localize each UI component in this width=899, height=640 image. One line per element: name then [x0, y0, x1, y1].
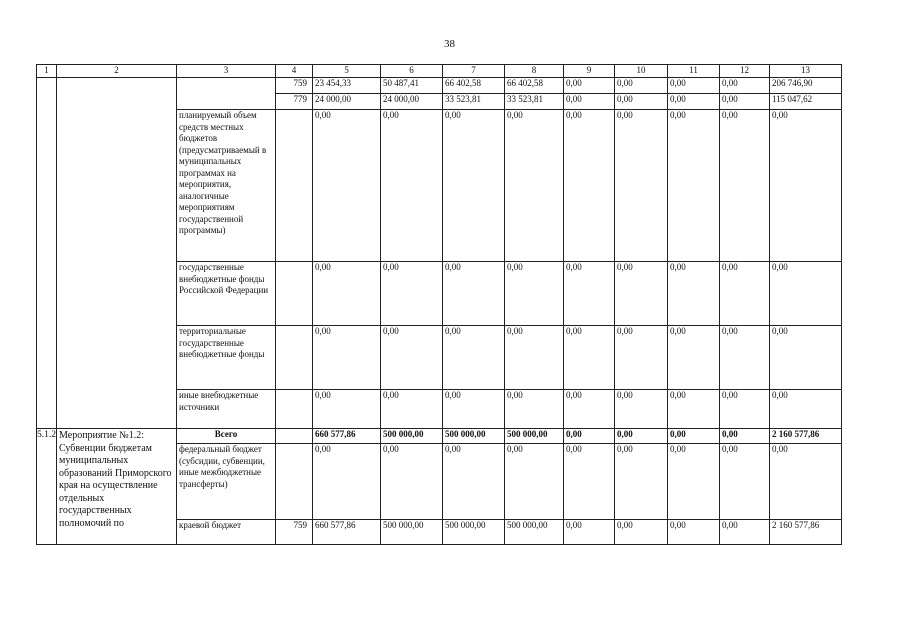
column-header: 1 [37, 65, 57, 78]
cell-value: 0,00 [313, 444, 381, 520]
cell-value: 0,00 [770, 326, 842, 390]
cell-value: 33 523,81 [505, 94, 564, 110]
cell-value: 0,00 [505, 390, 564, 429]
cell-value: 0,00 [770, 444, 842, 520]
column-header: 4 [276, 65, 313, 78]
cell-value: 0,00 [720, 110, 770, 262]
cell-value: 500 000,00 [505, 429, 564, 444]
measure-number: 5.1.2 [37, 429, 57, 545]
cell-code [276, 326, 313, 390]
cell-value: 2 160 577,86 [770, 520, 842, 545]
cell-value: 0,00 [615, 78, 668, 94]
measure-name: Мероприятие №1.2: Субвенции бюджетам муниципальных образований Приморского края на осуществление отдельных государственных полномочий по [57, 429, 177, 545]
cell-value: 0,00 [564, 262, 615, 326]
cell-value: 0,00 [770, 390, 842, 429]
cell-value: 0,00 [668, 262, 720, 326]
cell-value: 0,00 [313, 110, 381, 262]
cell-value: 0,00 [564, 444, 615, 520]
cell-value: 0,00 [668, 390, 720, 429]
column-header-row [37, 65, 842, 78]
cell-value: 0,00 [770, 262, 842, 326]
cell-value: 0,00 [381, 326, 443, 390]
cell-value: 0,00 [505, 110, 564, 262]
cell-value: 0,00 [668, 94, 720, 110]
cell-code [276, 262, 313, 326]
cell-value: 0,00 [668, 78, 720, 94]
cell-value: 0,00 [615, 326, 668, 390]
cell-value: 0,00 [381, 262, 443, 326]
cell-value: 0,00 [720, 326, 770, 390]
cell-value: 0,00 [564, 520, 615, 545]
cell-value: 0,00 [313, 326, 381, 390]
cell-value: 660 577,86 [313, 520, 381, 545]
budget-table [36, 64, 842, 545]
cell-source: иные внебюджетные источники [177, 390, 276, 429]
table-row-total [37, 429, 842, 444]
cell-value: 0,00 [668, 429, 720, 444]
column-header: 9 [564, 65, 615, 78]
cell-value: 0,00 [615, 110, 668, 262]
cell-source: краевой бюджет [177, 520, 276, 545]
cell-value: 500 000,00 [381, 520, 443, 545]
cell-value: 0,00 [615, 444, 668, 520]
column-header: 8 [505, 65, 564, 78]
cell-code [276, 429, 313, 444]
cell-value: 0,00 [720, 94, 770, 110]
cell-value: 0,00 [720, 78, 770, 94]
cell-code [276, 110, 313, 262]
cell-value: 0,00 [443, 262, 505, 326]
cell-value: 0,00 [615, 262, 668, 326]
cell-value: 50 487,41 [381, 78, 443, 94]
cell-value: 0,00 [720, 262, 770, 326]
table-row [37, 78, 842, 94]
cell-value: 2 160 577,86 [770, 429, 842, 444]
cell-value: 0,00 [564, 326, 615, 390]
cell-value: 0,00 [668, 110, 720, 262]
cell-value: 0,00 [564, 429, 615, 444]
column-header: 13 [770, 65, 842, 78]
page-number: 38 [444, 38, 455, 50]
cell-value: 0,00 [615, 390, 668, 429]
cell-value: 0,00 [564, 110, 615, 262]
cell-code: 759 [276, 78, 313, 94]
cell-value: 24 000,00 [381, 94, 443, 110]
cell-value: 0,00 [443, 444, 505, 520]
cell-code: 759 [276, 520, 313, 545]
cell-value: 115 047,62 [770, 94, 842, 110]
cell-source: планируемый объем средств местных бюджетов (предусматриваемый в муниципальных программах на мероприятия, аналогичные мероприятиям государственной программы) [177, 110, 276, 262]
cell-value: 66 402,58 [505, 78, 564, 94]
cell-value: 0,00 [668, 444, 720, 520]
cell-number-empty [37, 78, 57, 429]
cell-value: 0,00 [505, 326, 564, 390]
cell-value: 0,00 [668, 520, 720, 545]
cell-value: 0,00 [564, 78, 615, 94]
cell-value: 0,00 [615, 429, 668, 444]
cell-value: 0,00 [313, 262, 381, 326]
cell-value: 0,00 [668, 326, 720, 390]
cell-value: 0,00 [505, 262, 564, 326]
cell-value: 23 454,33 [313, 78, 381, 94]
cell-value: 24 000,00 [313, 94, 381, 110]
column-header: 6 [381, 65, 443, 78]
cell-value: 0,00 [720, 390, 770, 429]
cell-value: 0,00 [381, 110, 443, 262]
cell-value: 500 000,00 [443, 429, 505, 444]
cell-value: 206 746,90 [770, 78, 842, 94]
cell-value: 0,00 [720, 520, 770, 545]
cell-value: 66 402,58 [443, 78, 505, 94]
column-header: 10 [615, 65, 668, 78]
cell-value: 0,00 [564, 390, 615, 429]
cell-value: 500 000,00 [505, 520, 564, 545]
cell-value: 0,00 [505, 444, 564, 520]
cell-source: территориальные государственные внебюджетные фонды [177, 326, 276, 390]
cell-code [276, 390, 313, 429]
cell-value: 0,00 [381, 390, 443, 429]
cell-value: 0,00 [770, 110, 842, 262]
cell-value: 660 577,86 [313, 429, 381, 444]
cell-value: 0,00 [313, 390, 381, 429]
cell-source [177, 78, 276, 110]
cell-value: 0,00 [381, 444, 443, 520]
column-header: 7 [443, 65, 505, 78]
cell-value: 0,00 [443, 110, 505, 262]
column-header: 11 [668, 65, 720, 78]
cell-code [276, 444, 313, 520]
cell-value: 0,00 [615, 520, 668, 545]
column-header: 3 [177, 65, 276, 78]
cell-source: государственные внебюджетные фонды Российской Федерации [177, 262, 276, 326]
column-header: 2 [57, 65, 177, 78]
cell-value: 0,00 [443, 390, 505, 429]
cell-code: 779 [276, 94, 313, 110]
cell-source: федеральный бюджет (субсидии, субвенции, иные межбюджетные трансферты) [177, 444, 276, 520]
cell-name-empty [57, 78, 177, 429]
cell-value: 33 523,81 [443, 94, 505, 110]
cell-source-total: Всего [177, 429, 276, 444]
column-header: 5 [313, 65, 381, 78]
cell-value: 500 000,00 [381, 429, 443, 444]
cell-value: 0,00 [615, 94, 668, 110]
cell-value: 500 000,00 [443, 520, 505, 545]
cell-value: 0,00 [720, 444, 770, 520]
cell-value: 0,00 [720, 429, 770, 444]
cell-value: 0,00 [443, 326, 505, 390]
cell-value: 0,00 [564, 94, 615, 110]
column-header: 12 [720, 65, 770, 78]
